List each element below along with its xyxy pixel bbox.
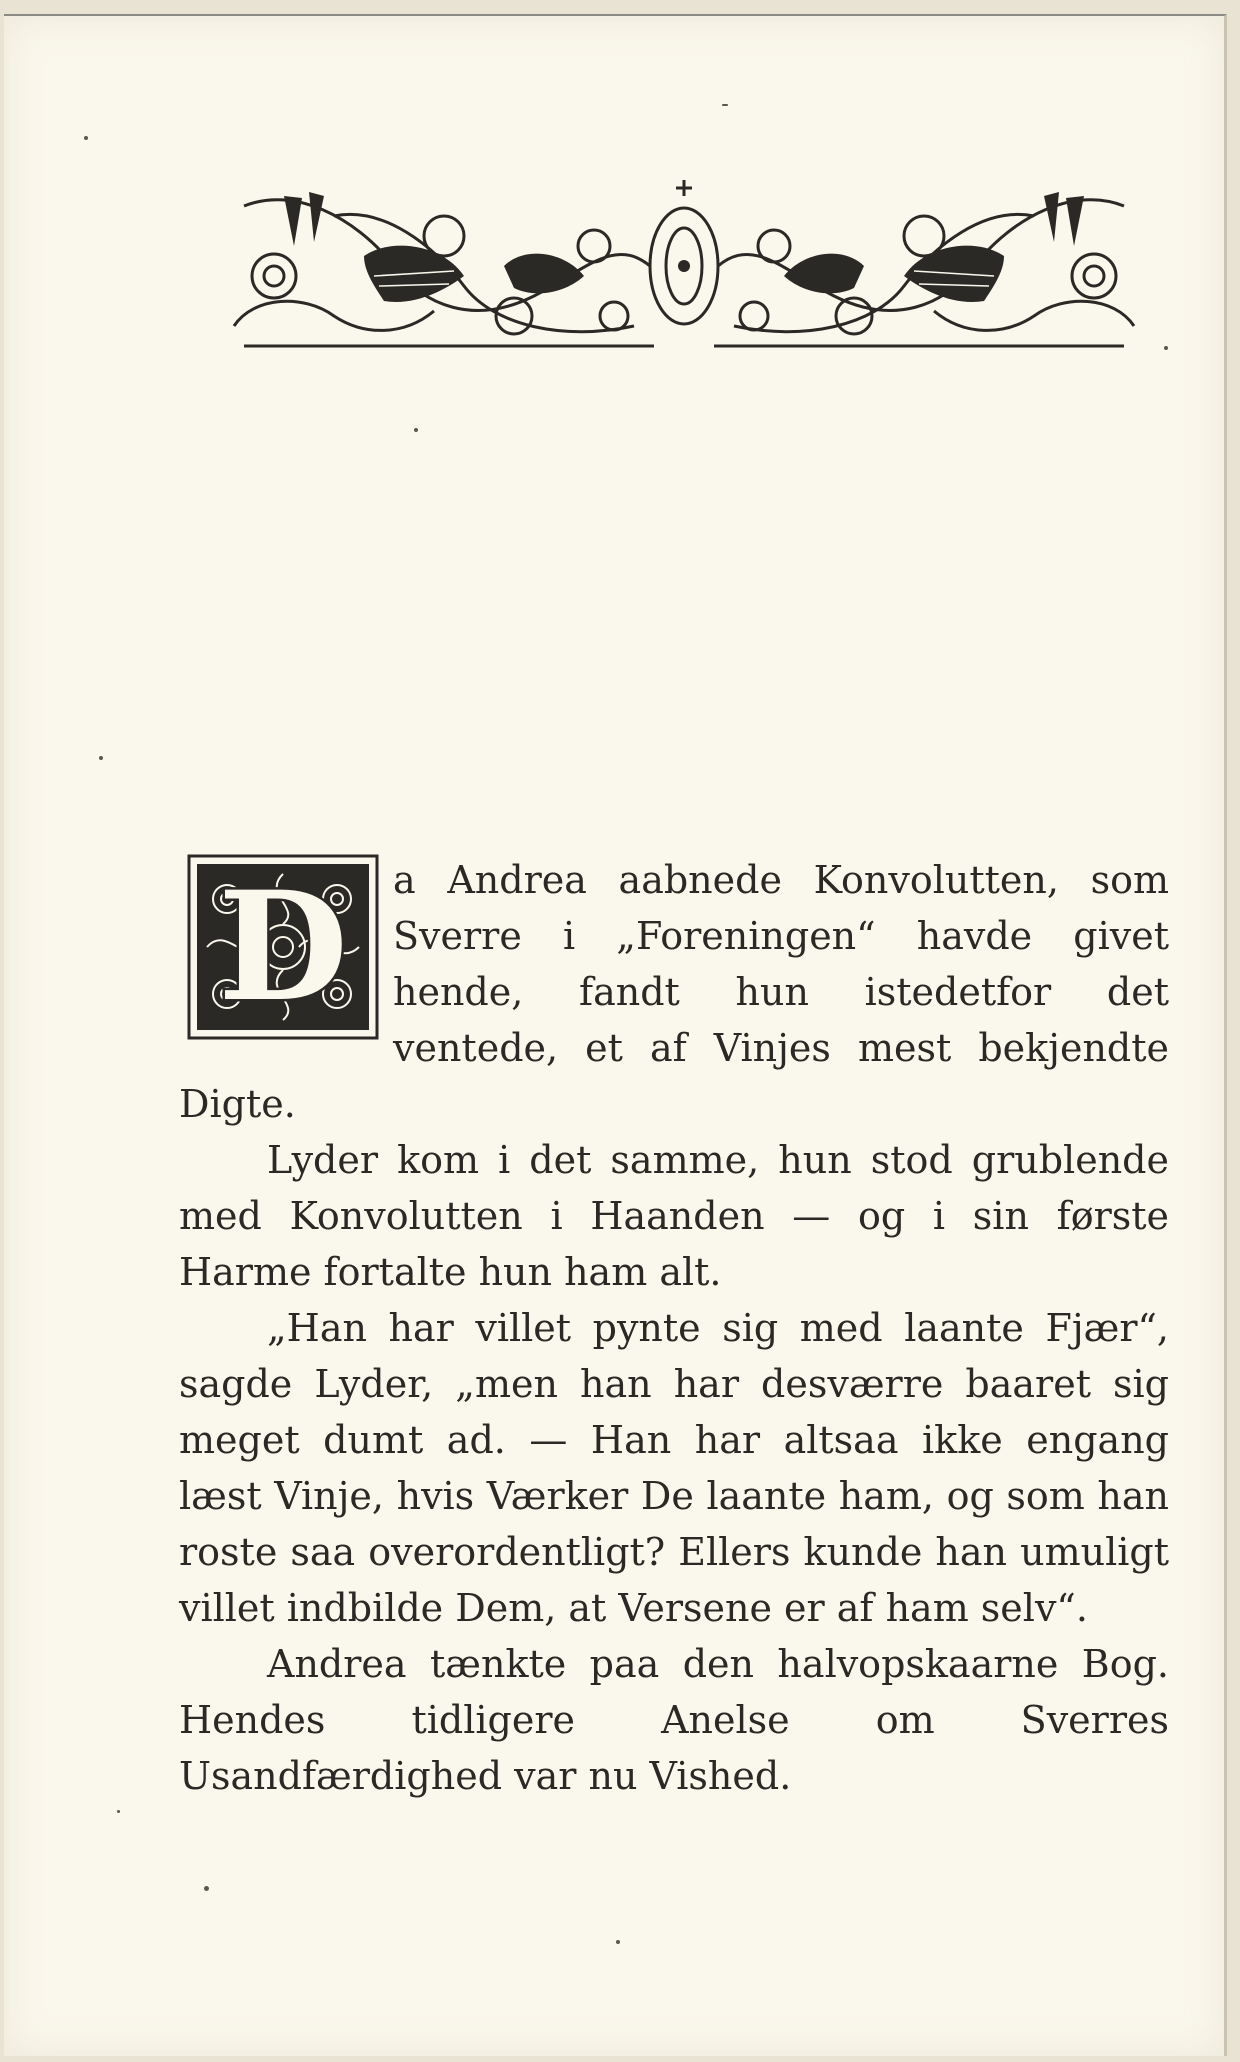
paragraph: Andrea tænkte paa den halvopskaarne Bog. Hendes tidligere Anelse om Sverres Usandfærdighed var nu Vished.: [179, 1642, 1169, 1798]
decorative-headpiece: [214, 176, 1154, 356]
ornamental-dropcap: [187, 854, 379, 1040]
paragraph: a Andrea aabnede Konvolutten, som Sverre i „Foreningen“ havde givet hende, fandt hun istedetfor det ventede, et af Vinjes mest bekjendte Digte.: [179, 858, 1169, 1126]
paper-speck: [616, 1940, 620, 1944]
paper-speck: [722, 104, 728, 106]
paper-speck: [117, 1810, 120, 1813]
paper-speck: [414, 428, 418, 432]
paragraph: „Han har villet pynte sig med laante Fjær“, sagde Lyder, „men han har desværre baaret sig meget dumt ad. — Han har altsaa ikke engang læst Vinje, hvis Værker De laante ham, og som han roste saa overordentligt? Ellers kunde han umuligt villet indbilde Dem, at Versene er af ham selv“.: [179, 1306, 1169, 1630]
paper-speck: [1164, 346, 1168, 350]
paper-speck: [99, 756, 103, 760]
book-page: [4, 14, 1227, 2056]
paper-speck: [84, 136, 88, 140]
body-text: [179, 852, 1169, 1804]
dropcap-letter: D: [217, 859, 349, 1035]
paragraph: Lyder kom i det samme, hun stod grublende med Konvolutten i Haanden — og i sin første Harme fortalte hun ham alt.: [179, 1138, 1169, 1294]
paper-speck: [204, 1886, 209, 1891]
